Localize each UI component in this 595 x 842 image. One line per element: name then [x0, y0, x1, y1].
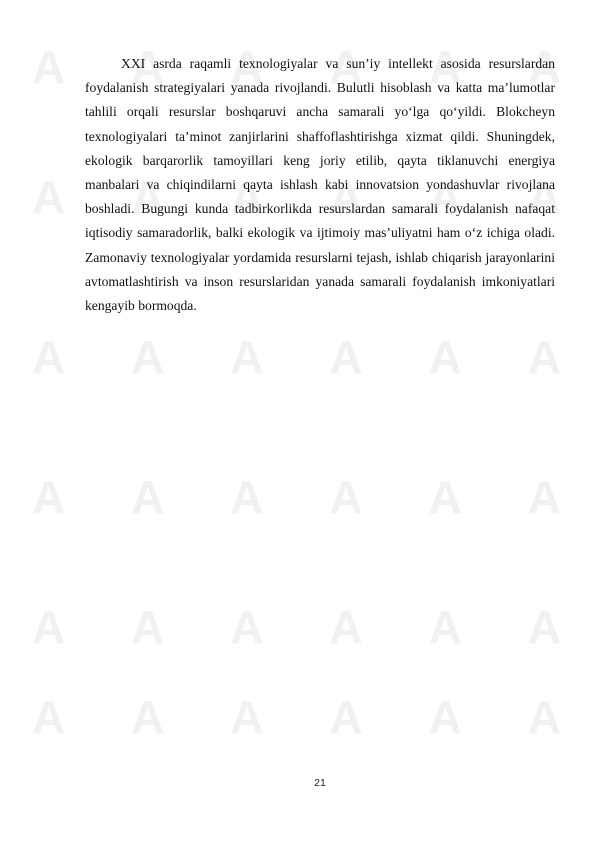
page-body [85, 52, 555, 318]
body-paragraph: XXI asrda raqamli texnologiyalar va sun’iy intellekt asosida resurslardan foydalanish strategiyalari yanada rivojlandi. Bulutli hisoblash va katta ma’lumotlar tahlili orqali resurslar boshqaruvi ancha samarali yo‘lga qo‘yildi. Blokcheyn texnologiyalari ta’minot zanjirlarini shaffoflashtirishga xizmat qildi. Shuningdek, ekologik barqarorlik tamoyillari keng joriy etilib, qayta tiklanuvchi energiya manbalari va chiqindilarni qayta ishlash kabi innovatsion yondashuvlar rivojlana boshladi. Bugungi kunda tadbirkorlikda resurslardan samarali foydalanish nafaqat iqtisodiy samaradorlik, balki ekologik va ijtimoiy mas’uliyatni ham o‘z ichiga oladi. Zamonaviy texnologiyalar yordamida resurslarni tejash, ishlab chiqarish jarayonlarini avtomatlashtirish va inson resurslaridan yanada samarali foydalanish imkoniyatlari kengayib bormoqda. [85, 56, 555, 314]
watermark-letter: A [31, 41, 68, 93]
watermark-row [0, 330, 595, 384]
watermark-letter: A [230, 171, 266, 223]
watermark-letter: A [131, 41, 167, 93]
watermark-letter: A [527, 691, 563, 743]
watermark-letter: A [31, 331, 68, 383]
watermark-letter: A [329, 601, 365, 653]
watermark-letter: A [428, 601, 464, 653]
watermark-letter: A [428, 471, 464, 523]
watermark-letter: A [230, 471, 266, 523]
page-number: 21 [314, 777, 326, 789]
watermark-letter: A [428, 41, 464, 93]
watermark-letter: A [31, 601, 68, 653]
watermark-letter: A [230, 331, 266, 383]
watermark-letter: A [329, 691, 365, 743]
watermark-letter: A [527, 601, 563, 653]
watermark-letter: A [31, 171, 68, 223]
watermark-row [0, 690, 595, 744]
watermark-row [0, 600, 595, 654]
watermark-letter: A [31, 691, 68, 743]
watermark-letter: A [527, 41, 563, 93]
watermark-letter: A [428, 691, 464, 743]
watermark-letter: A [329, 471, 365, 523]
watermark-row [0, 470, 595, 524]
watermark-letter: A [131, 601, 167, 653]
watermark-letter: A [131, 691, 167, 743]
watermark-letter: A [329, 41, 365, 93]
watermark-letter: A [131, 471, 167, 523]
watermark-letter: A [131, 331, 167, 383]
watermark-letter: A [230, 601, 266, 653]
watermark-letter: A [428, 331, 464, 383]
watermark-letter: A [31, 471, 68, 523]
watermark-letter: A [230, 41, 266, 93]
watermark-letter: A [527, 331, 563, 383]
watermark-letter: A [527, 171, 563, 223]
watermark-letter: A [230, 691, 266, 743]
watermark-letter: A [527, 471, 563, 523]
watermark-letter: A [428, 171, 464, 223]
watermark-letter: A [329, 331, 365, 383]
watermark-letter: A [131, 171, 167, 223]
watermark-letter: A [329, 171, 365, 223]
